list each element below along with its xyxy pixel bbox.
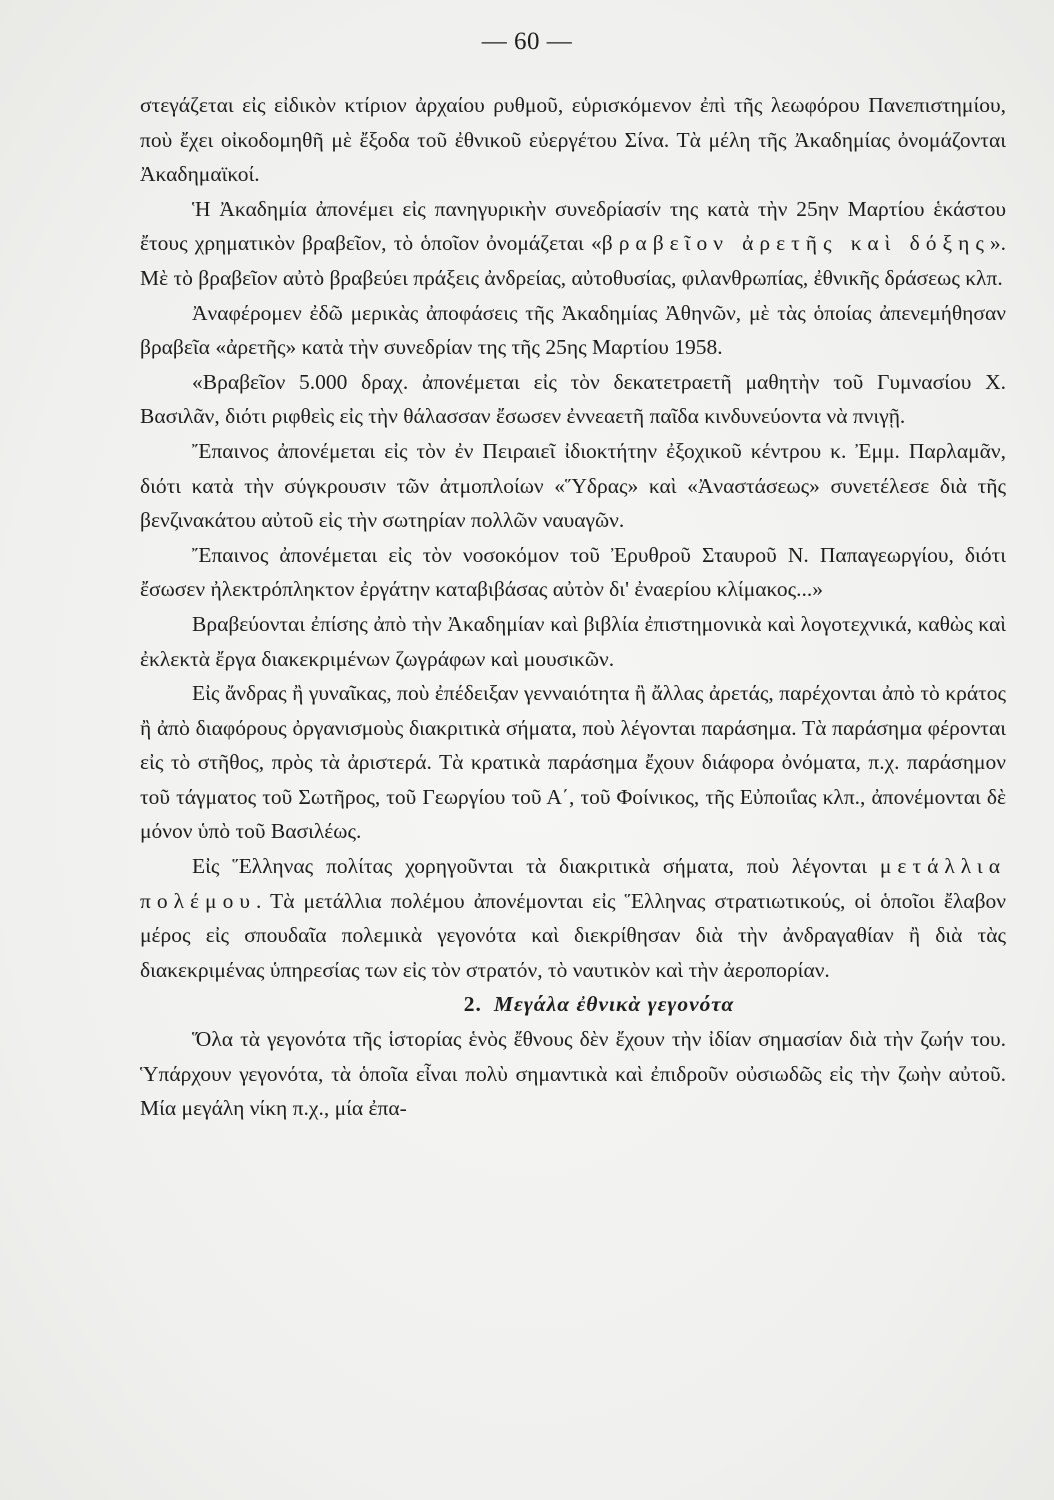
paragraph-text: Ἀναφέρομεν ἐδῶ μερικὰς ἀποφάσεις τῆς Ἀκαδημίας Ἀθηνῶν, μὲ τὰς ὁποίας ἀπενεμήθησαν βραβεῖα «ἀρετῆς» κατὰ τὴν συνεδρίαν της τῆς 25ης Μαρτίου 1958. — [140, 300, 1006, 360]
paragraph — [140, 365, 1006, 434]
paragraph — [140, 192, 1006, 296]
body-text — [140, 88, 1006, 1126]
paragraph-text: . Τὰ μετάλλια πολέμου ἀπονέμονται εἰς Ἕλληνας στρατιωτικούς, οἱ ὁποῖοι ἔλαβον μέρος εἰς σπουδαῖα πολεμικὰ γεγονότα καὶ διεκρίθησαν διὰ τὴν ἀνδραγαθίαν ἢ διὰ τὰς διακεκριμένας ὑπηρεσίας των εἰς τὸν στρατόν, τὸ ναυτικὸν καὶ τὴν ἀεροπορίαν. — [140, 888, 1006, 982]
section-number: 2. — [463, 992, 482, 1017]
paragraph — [140, 607, 1006, 676]
section-title: Μεγάλα ἐθνικὰ γεγονότα — [493, 992, 735, 1017]
paragraph-text: στεγάζεται εἰς εἰδικὸν κτίριον ἀρχαίου ρυθμοῦ, εὑρισκόμενον ἐπὶ τῆς λεωφόρου Πανεπιστημίου, ποὺ ἔχει οἰκοδομηθῆ μὲ ἔξοδα τοῦ ἐθνικοῦ εὐεργέτου Σίνα. Τὰ μέλη τῆς Ἀκαδημίας ὀνομάζονται Ἀκαδημαϊκοί. — [140, 93, 1006, 187]
paragraph — [140, 849, 1006, 987]
paragraph-text: Ὅλα τὰ γεγονότα τῆς ἱστορίας ἑνὸς ἔθνους δὲν ἔχουν τὴν ἰδίαν σημασίαν διὰ τὴν ζωήν του. Ὑπάρχουν γεγονότα, τὰ ὁποῖα εἶναι πολὺ σημαντικὰ καὶ ἐπιδροῦν οὐσιωδῶς εἰς τὴν ζωὴν αὐτοῦ. Μία μεγάλη νίκη π.χ., μία ἐπα- — [140, 1027, 1006, 1121]
page-number: — 60 — — [481, 28, 573, 55]
section-heading — [140, 987, 1006, 1022]
paragraph-text: «Βραβεῖον 5.000 δραχ. ἀπονέμεται εἰς τὸν δεκατετραετῆ μαθητὴν τοῦ Γυμνασίου Χ. Βασιλᾶν, διότι ριφθεὶς εἰς τὴν θάλασσαν ἔσωσεν ἐννεαετῆ παῖδα κινδυνεύοντα νὰ πνιγῇ. — [140, 369, 1006, 429]
paragraph — [140, 538, 1006, 607]
paragraph-text: Βραβεύονται ἐπίσης ἀπὸ τὴν Ἀκαδημίαν καὶ βιβλία ἐπιστημονικὰ καὶ λογοτεχνικά, καθὼς καὶ ἐκλεκτὰ ἔργα διακεκριμένων ζωγράφων καὶ μουσικῶν. — [140, 611, 1006, 671]
paragraph-text: Εἰς ἄνδρας ἢ γυναῖκας, ποὺ ἐπέδειξαν γενναιότητα ἢ ἄλλας ἀρετάς, παρέχονται ἀπὸ τὸ κράτος ἢ ἀπὸ διαφόρους ὀργανισμοὺς διακριτικὰ σήματα, ποὺ λέγονται παράσημα. Τὰ παράσημα φέρονται εἰς τὸ στῆθος, πρὸς τὰ ἀριστερά. Τὰ κρατικὰ παράσημα ἔχουν διάφορα ὀνόματα, π.χ. παράσημον τοῦ τάγματος τοῦ Σωτῆρος, τοῦ Γεωργίου τοῦ Α΄, τοῦ Φοίνικος, τῆς Εὐποιΐας κλπ., ἀπονέμονται δὲ μόνον ὑπὸ τοῦ Βασιλέως. — [140, 681, 1006, 844]
spaced-emphasis: μετάλλια πολέμου — [140, 854, 1006, 913]
paragraph-text: Ἔπαινος ἀπονέμεται εἰς τὸν ἐν Πειραιεῖ ἰδιοκτήτην ἐξοχικοῦ κέντρου κ. Ἐμμ. Παρλαμᾶν, διότι κατὰ τὴν σύγκρουσιν τῶν ἀτμοπλοίων «Ὕδρας» καὶ «Ἀναστάσεως» συνετέλεσε διὰ τῆς βενζινακάτου αὐτοῦ εἰς τὴν σωτηρίαν πολλῶν ναυαγῶν. — [140, 438, 1006, 533]
paragraph-text: Ἔπαινος ἀπονέμεται εἰς τὸν νοσοκόμον τοῦ Ἐρυθροῦ Σταυροῦ Ν. Παπαγεωργίου, διότι ἔσωσεν ἠλεκτρόπληκτον ἐργάτην καταβιβάσας αὐτὸν δι' ἐναερίου κλίμακος...» — [140, 542, 1006, 602]
paragraph-text: ». Μὲ τὸ βραβεῖον αὐτὸ βραβεύει πράξεις ἀνδρείας, αὐτοθυσίας, φιλανθρωπίας, ἐθνικῆς δράσεως κλπ. — [140, 231, 1006, 290]
paragraph — [140, 434, 1006, 538]
paragraph-text: Εἰς Ἕλληνας πολίτας χορηγοῦνται τὰ διακριτικὰ σήματα, ποὺ λέγονται — [192, 854, 880, 879]
paragraph-text: Ἡ Ἀκαδημία ἀπονέμει εἰς πανηγυρικὴν συνεδρίασίν της κατὰ τὴν 25ην Μαρτίου ἑκάστου ἔτους χρηματικὸν βραβεῖον, τὸ ὁποῖον ὀνομάζεται « — [140, 196, 1006, 256]
paragraph — [140, 296, 1006, 365]
spaced-emphasis: βραβεῖον ἀρετῆς καὶ δόξης — [601, 231, 990, 256]
paragraph — [140, 676, 1006, 849]
paragraph — [140, 88, 1006, 192]
paragraph — [140, 1022, 1006, 1126]
